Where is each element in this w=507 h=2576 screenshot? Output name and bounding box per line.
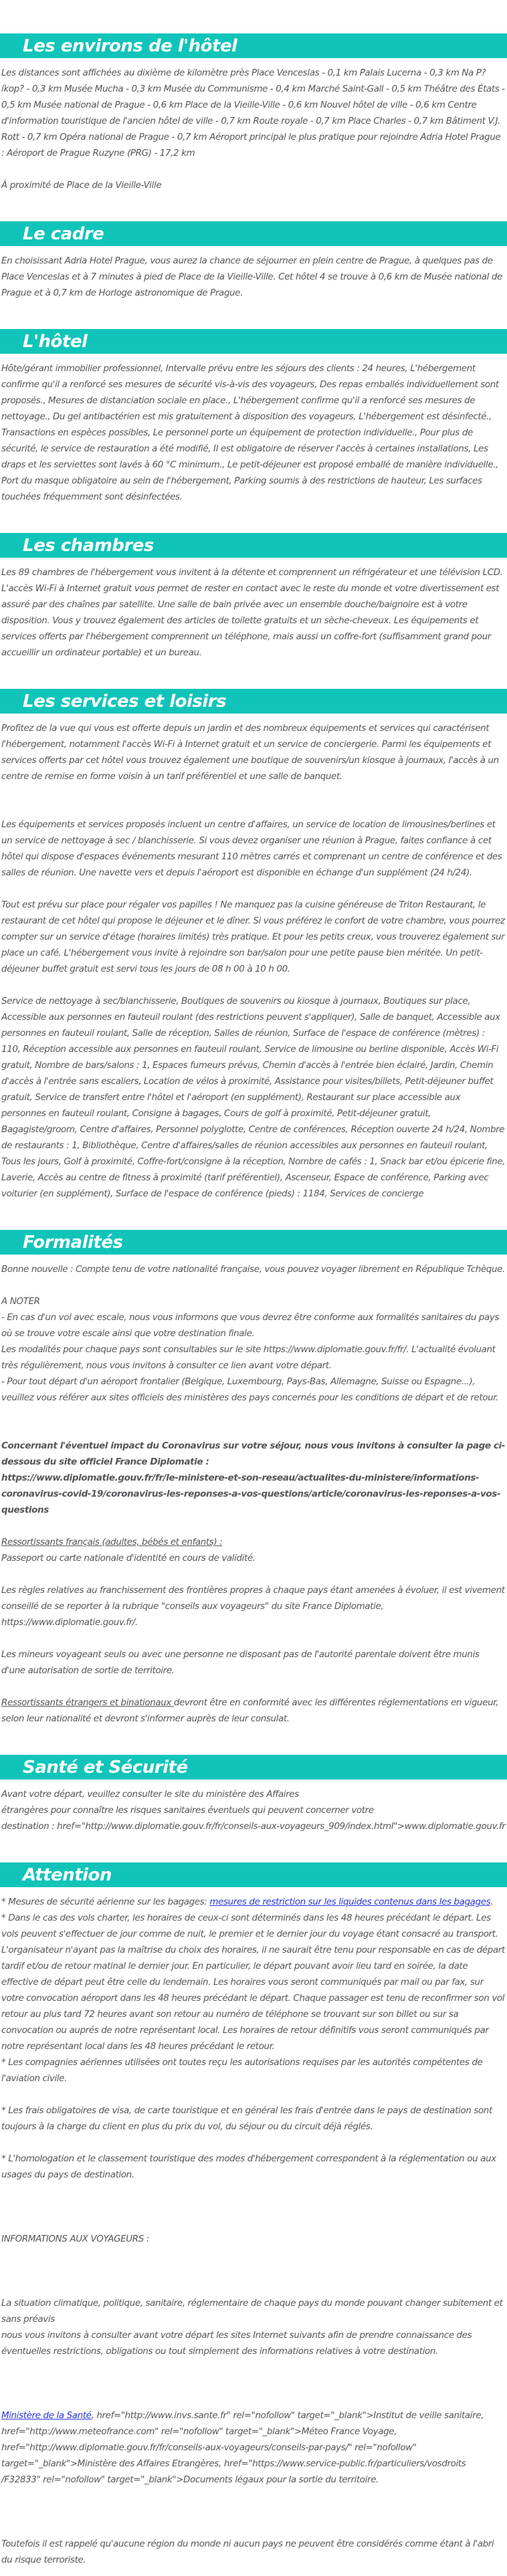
text-segment: Les modalités pour chaque pays sont consultables sur le site https://www.diplomatie.gouv.fr/fr/. L'actualité évoluant très régulièrement, nous vous invitons à consulter ce lien avant votre départ.: [1, 1344, 496, 1371]
paragraph: [1, 1293, 506, 1309]
text-segment: Les 89 chambres de l'hébergement vous invitent à la détente et comprennent un réfrigérateur et une télévision LCD. L'accès Wi-Fi à Internet gratuit vous permet de rester en contact avec le reste du monde et votre divertissement est assuré par des chaînes par satellite. Une salle de bain privée avec un ensemble douche/baignoire est à votre disposition. Vous y trouvez également des articles de toilette gratuits et un sèche-cheveux. Les équipements et services offerts par l'hébergement comprennent un téléphone, mais aussi un coffre-fort (suffisamment grand pour accueillir un ordinateur portable) et un bureau.: [1, 567, 503, 658]
section-les-chambres: [1, 533, 506, 661]
text-segment: Les règles relatives au franchissement des frontières propres à chaque pays étant amenées à évoluer, il est vivement conseillé de se reporter à la rubrique "conseils aux voyageurs" du site France Diplomatie,: [1, 1585, 505, 1612]
paragraph: [1, 65, 506, 161]
section-les-environs-de-l-hotel: [1, 33, 506, 193]
paragraph: [1, 1550, 506, 1566]
paragraph: [1, 2231, 506, 2247]
paragraph: [1, 2536, 506, 2568]
paragraph: [1, 993, 506, 1202]
text-segment: À proximité de Place de la Vieille-Ville: [1, 180, 162, 191]
section-header-bar: [0, 1755, 507, 1780]
section-header-bar: [0, 221, 507, 246]
paragraph: [1, 1894, 506, 1910]
text-segment: étrangères pour connaître les risques sanitaires éventuels qui peuvent concerner votre: [1, 1805, 374, 1816]
paragraph: [1, 720, 506, 784]
text-segment: - En cas d'un vol avec escale, nous vous informons que vous devrez être conforme aux formalités sanitaires du pays où se trouve votre escale ainsi que votre destination finale.: [1, 1312, 500, 1339]
section-title: Les services et loisirs: [23, 691, 227, 712]
section-title: Les environs de l'hôtel: [23, 36, 237, 56]
paragraph: [1, 1910, 506, 2054]
text-segment: Les équipements et services proposés incluent un centre d'affaires, un service de location de limousines/berlines et un service de nettoyage à sec / blanchisserie. Si vous devez organiser une réunion à Prague, faites confiance à cet hôtel qui dispose d'espaces événements mesurant 110 mètres carrés et comprenant un centre de conférence et des salles de réunion. Une navette vers et depuis l'aéroport est disponible en échange d'un supplément (24 h/24).: [1, 819, 502, 878]
paragraph: [1, 1818, 506, 1834]
section-attention: [1, 1862, 506, 2568]
text-segment: * Mesures de sécurité aérienne sur les bagages:: [1, 1897, 210, 1907]
paragraph: [1, 2103, 506, 2135]
paragraph: [1, 1534, 506, 1550]
text-segment: https://www.diplomatie.gouv.fr/.: [1, 1617, 138, 1628]
text-segment: Tout est prévu sur place pour régaler vos papilles ! Ne manquez pas la cuisine généreuse de Triton Restaurant, le restaurant de cet hôtel qui propose le déjeuner et le dîner. Si vous préférez le confort de votre chambre, vous pourrez compter sur un service d'étage (horaires limités) très pratique. Et pour les petits creux, vous trouverez également sur place un café. L'hébergement vous invite à rejoindre son bar/salon pour une petite pause bien méritée. Un petit-déjeuner buffet gratuit est servi tous les jours de 08 h 00 à 10 h 00.: [1, 899, 505, 974]
text-segment: Service de nettoyage à sec/blanchisserie, Boutiques de souvenirs ou kiosque à journaux, Boutiques sur place, Accessible aux personnes en fauteuil roulant (des restrictions peuvent s'appliquer), Salle de banquet, Accessible aux personnes en fauteuil roulant, Salle de réception, Salles de réunion, Surface de l'espace de conférence (mètres) : 110, Réception accessible aux personnes en fauteuil roulant, Service de limousine ou berline disponible, Accès Wi-Fi gratuit, Nombre de bars/salons : 1, Espaces fumeurs prévus, Chemin d'accès à l'entrée bien éclairé, Jardin, Chemin d'accès à l'entrée sans escaliers, Location de vélos à proximité, Assistance pour visites/billets, Petit-déjeuner buffet gratuit, Service de transfert entre l'hôtel et l'aéroport (en supplément), Restaurant sur place accessible aux personnes en fauteuil roulant, Consigne à bagages, Cours de golf à proximité, Petit-déjeuner gratuit, Bagagiste/groom, Centre d'affaires, Personnel polyglotte, Centre de conférences, Réception ouverte 24 h/24, Nombre de restaurants : 1, Bibliothèque, Centre d'affaires/salles de réunion accessibles aux personnes en fauteuil roulant, Tous les jours, Golf à proximité, Coffre-fort/consigne à la réception, Nombre de cafés : 1, Snack bar et/ou épicerie fine, Laverie, Accès au centre de fitness à proximité (tarif préférentiel), Ascenseur, Espace de conférence, Parking avec voiturier (en supplément), Surface de l'espace de conférence (pieds) : 1184, Services de concierge: [1, 996, 506, 1199]
text-segment: .: [490, 1897, 494, 1907]
paragraph: [1, 253, 506, 301]
paragraph: [1, 1802, 506, 1818]
section-header-bar: [0, 533, 507, 558]
paragraph: [1, 897, 506, 977]
paragraph: [1, 1646, 506, 1679]
section-title: Santé et Sécurité: [23, 1757, 188, 1778]
text-segment: INFORMATIONS AUX VOYAGEURS :: [1, 2234, 149, 2244]
paragraph: [1, 2327, 506, 2359]
section-title: L'hôtel: [23, 332, 88, 352]
section-header-bar: [0, 689, 507, 714]
section-title: Formalités: [23, 1232, 123, 1253]
section-formalites: [1, 1230, 506, 1727]
paragraph: [1, 564, 506, 661]
paragraph: [1, 1582, 506, 1614]
paragraph: [1, 1309, 506, 1341]
paragraph: [1, 1470, 506, 1518]
text-segment: Passeport ou carte nationale d'identité en cours de validité.: [1, 1553, 256, 1564]
text-segment: * Les compagnies aériennes utilisées ont toutes reçu les autorisations requises par les autorités compétentes de l'aviation civile.: [1, 2057, 483, 2084]
text-segment: En choisissant Adria Hotel Prague, vous aurez la chance de séjourner en plein centre de Prague, à quelques pas de Place Venceslas et à 7 minutes à pied de Place de la Vieille-Ville. Cet hôtel 4 se trouve à 0,6 km de Musée national de Prague et à 0,7 km de Horloge astronomique de Prague.: [1, 255, 502, 298]
text-segment: destination : href="http://www.diplomatie.gouv.fr/fr/conseils-aux-voyageurs_909/index.html">www.diplomatie.gouv.fr: [1, 1821, 506, 1832]
text-link[interactable]: mesures de restriction sur les liquides contenus dans les bagages: [209, 1897, 491, 1907]
paragraph: [1, 1261, 506, 1277]
paragraph: [1, 2054, 506, 2086]
text-segment: devront être en conformité avec les différentes réglementations en vigueur, selon leur nationalité et devront s'informer auprès de leur consulat.: [1, 1697, 499, 1724]
text-segment: , href="http://www.invs.sante.fr" rel="nofollow" target="_blank">Institut de veille sanitaire, href="http://www.meteofrance.com" rel="nofollow" target="_blank">Méteo France Voyage, href="http://www.diplomatie.gouv.fr/fr/conseils-aux-voyageurs/conseils-par-pays/" rel="nofollow" target="_blank">Ministère des Affaires Etrangères, href="https://www.service-public.fr/particuliers/vosdroits /F32833" rel="nofollow" target="_blank">Documents légaux pour la sortie du territoire.: [1, 2410, 484, 2485]
text-segment: * Les frais obligatoires de visa, de carte touristique et en général les frais d'entrée dans le pays de destination sont toujours à la charge du client en plus du prix du vol, du séjour ou du circuit déjà réglés.: [1, 2105, 492, 2132]
paragraph: [1, 1614, 506, 1630]
text-segment: Les mineurs voyageant seuls ou avec une personne ne disposant pas de l'autorité parentale doivent être munis d'une autorisation de sortie de territoire.: [1, 1649, 480, 1676]
text-segment: * Dans le cas des vols charter, les horaires de ceux-ci sont déterminés dans les 48 heures précédant le départ. Les vols peuvent s'effectuer de jour comme de nuit, le premier et le dernier jour du voyage étant consacré au transport. L'organisateur n'ayant pas la maîtrise du choix des horaires, il ne saurait être tenu pour responsable en cas de départ tardif et/ou de retour matinal le dernier jour. En particulier, le départ pouvant avoir lieu tard en soirée, la date effective de départ peut être celle du lendemain. Les horaires vous seront communiqués par mail ou par fax, sur votre convocation aéroport dans les 48 heures précédant le départ. Chaque passager est tenu de reconfirmer son vol retour au plus tard 72 heures avant son retour au numéro de téléphone se trouvant sur son billet ou sur sa convocation ou auprés de notre représentant local. Les horaires de retour définitifs vous seront communiqués par notre représentant local dans les 48 heures précédant le retour.: [1, 1913, 505, 2052]
text-segment: https://www.diplomatie.gouv.fr/fr/le-ministere-et-son-reseau/actualites-du-ministere/informations-coronavirus-covid-19/coronavirus-les-reponses-a-vos-questions/article/coronavirus-les-reponses-a-vos-questions: [1, 1473, 501, 1515]
section-le-cadre: [1, 221, 506, 301]
text-segment: A NOTER: [1, 1296, 40, 1307]
paragraph: [1, 360, 506, 505]
text-segment: Toutefois il est rappelé qu'aucune région du monde ni aucun pays ne peuvent être considérés comme étant à l'abri du risque terroriste.: [1, 2539, 494, 2565]
paragraph: [1, 177, 506, 193]
text-segment: * L'homologation et le classement touristique des modes d'hébergement correspondent à la réglementation ou aux usages du pays de destination.: [1, 2153, 496, 2180]
paragraph: [1, 2407, 506, 2488]
section-header-bar: [0, 1230, 507, 1255]
text-segment: Les distances sont affichées au dixième de kilomètre près Place Venceslas - 0,1 km Palais Lucerna - 0,3 km Na P?íkop? - 0,3 km Musée Mucha - 0,3 km Musée du Communisme - 0,4 km Marché Saint-Gall - 0,5 km Théâtre des États - 0,5 km Musée national de Prague - 0,6 km Place de la Vieille-Ville - 0,6 km Nouvel hôtel de ville - 0,6 km Centre d'information touristique de l'ancien hôtel de ville - 0,7 km Route royale - 0,7 km Place Charles - 0,7 km Bâtiment V.J. Rott - 0,7 km Opéra national de Prague - 0,7 km Aéroport principal le plus pratique pour rejoindre Adria Hotel Prague : Aéroport de Prague Ruzyne (PRG) - 17,2 km: [1, 68, 505, 158]
text-segment: - Pour tout départ d'un aéroport frontalier (Belgique, Luxembourg, Pays-Bas, Allemagne, Suisse ou Espagne...), veuillez vous référer aux sites officiels des ministères des pays concernés pour les conditions de départ et de retour.: [1, 1376, 499, 1403]
section-title: Le cadre: [23, 224, 104, 244]
text-link[interactable]: Ministère de la Santé: [1, 2410, 92, 2421]
section-title: Attention: [23, 1865, 112, 1885]
underlined-text: Ressortissants français (adultes, bébés et enfants) :: [1, 1537, 223, 1547]
text-segment: Hôte/gérant immobilier professionnel, Intervalle prévu entre les séjours des clients : 24 heures, L'hébergement confirme qu'il a renforcé ses mesures de sécurité vis-à-vis des voyageurs, Des repas emballés individuellement sont proposés., Mesures de distanciation sociale en place., L'hébergement confirme qu'il a renforcé ses mesures de nettoyage., Du gel antibactérien est mis gratuitement à disposition des voyageurs, L'hébergement est désinfecté., Transactions en espèces possibles, Le personnel porte un équipement de protection individuelle., Pour plus de sécurité, le service de restauration a été modifié, Il est obligatoire de réserver l'accès à certaines installations, Les draps et les serviettes sont lavés à 60 °C minimum., Le petit-déjeuner est proposé emballé de manière individuelle., Port du masque obligatoire au sein de l'hébergement, Parking soumis à des restrictions de hauteur, Les surfaces touchées fréquemment sont désinfectées.: [1, 363, 499, 502]
section-sante-et-securite: [1, 1755, 506, 1834]
section-l-hotel: [1, 329, 506, 505]
text-segment: nous vous invitons à consulter avant votre départ les sites Internet suivants afin de prendre connaissance des éventuelles restrictions, obligations ou tout simplement des informations relatives à votre destination.: [1, 2330, 472, 2357]
text-segment: Profitez de la vue qui vous est offerte depuis un jardin et des nombreux équipements et services qui caractérisent l'hébergement, notamment l'accès Wi-Fi à Internet gratuit et un service de conciergerie. Parmi les équipements et services offerts par cet hôtel vous trouvez également une boutique de souvenirs/un kiosque à journaux, l'accès à un centre de remise en forme voisin à un tarif préférentiel et une salle de banquet.: [1, 723, 499, 782]
section-header-bar: [0, 329, 507, 354]
paragraph: [1, 1786, 506, 1802]
paragraph: [1, 1695, 506, 1727]
section-les-services-et-loisirs: [1, 689, 506, 1202]
paragraph: [1, 1374, 506, 1406]
paragraph: [1, 2151, 506, 2183]
paragraph: [1, 1341, 506, 1374]
paragraph: [1, 817, 506, 881]
text-segment: La situation climatique, politique, sanitaire, réglementaire de chaque pays du monde pouvant changer subitement et sans préavis: [1, 2298, 503, 2325]
text-segment: Bonne nouvelle : Compte tenu de votre nationalité française, vous pouvez voyager librement en République Tchèque.: [1, 1264, 505, 1275]
section-header-bar: [0, 33, 507, 58]
text-segment: Concernant l'éventuel impact du Coronavirus sur votre séjour, nous vous invitons à consulter la page ci-dessous du site officiel France Diplomatie :: [1, 1440, 505, 1467]
paragraph: [1, 1438, 506, 1470]
text-segment: Avant votre départ, veuillez consulter le site du ministère des Affaires: [1, 1789, 299, 1800]
section-header-bar: [0, 1862, 507, 1887]
section-title: Les chambres: [23, 536, 154, 556]
paragraph: [1, 2295, 506, 2327]
underlined-text: Ressortissants étrangers et binationaux: [1, 1697, 174, 1708]
